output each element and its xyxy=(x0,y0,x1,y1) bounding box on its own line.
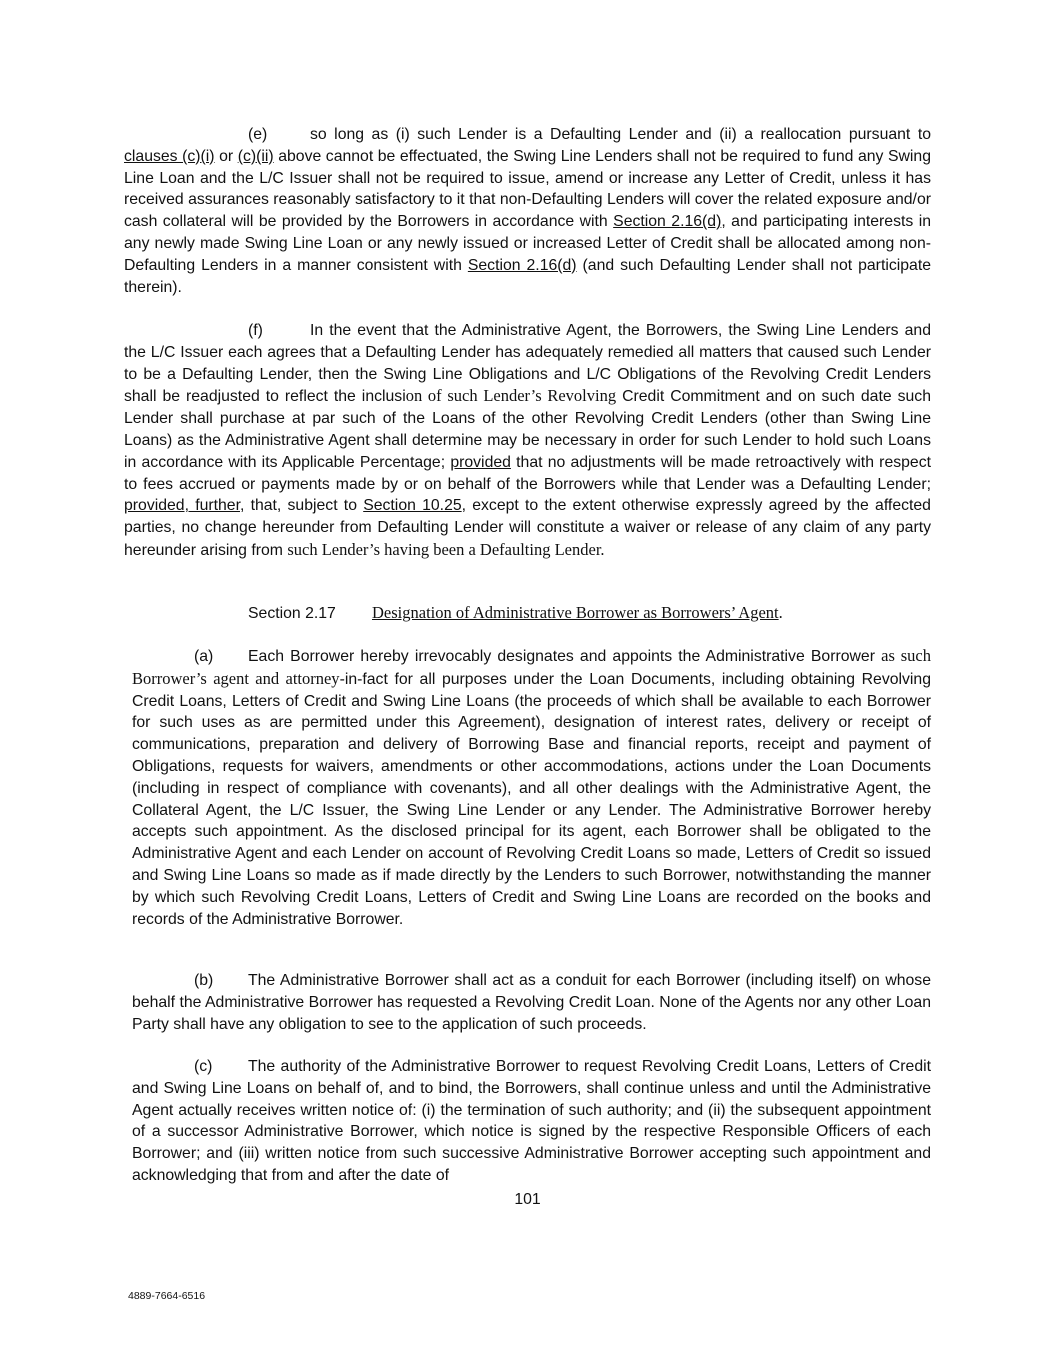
paragraph-c xyxy=(132,1056,931,1187)
section-2-16-d-reference-1: Section 2.16(d) xyxy=(613,213,722,231)
paragraph-e-text-3: above cannot be effectuated, the Swing Line Lenders shall not be required to fund any Swing Line Loan and the L/C Issuer shall not be required to issue, amend or increase any Letter of Credit, unless it has received assurances reasonably satisfactory to it that non-Defaulting Lenders will cover the related exposure and/or cash collateral will be provided by the Borrowers in accordance with xyxy=(124,147,931,231)
section-heading xyxy=(248,602,783,625)
paragraph-b xyxy=(132,970,931,1035)
page-number: 101 xyxy=(514,1191,541,1208)
clauses-c-i-reference: clauses (c)(i) xyxy=(124,147,215,165)
paragraph-f xyxy=(124,320,931,562)
paragraph-f-text-5: , except to the extent otherwise expressly agreed by the affected parties, no change hereunder from Defaulting Lender will constitute a waiver or release of any claim of any party hereunder arising from xyxy=(124,497,931,559)
paragraph-a-serif-text: as such Borrower’s agent and attorney xyxy=(132,646,931,688)
section-2-16-d-reference-2: Section 2.16(d) xyxy=(467,256,577,274)
paragraph-f-text-1: In the event that the Administrative Agent, the Borrowers, the Swing Line Lenders and the L/C Issuer each agrees that a Defaulting Lender has adequately remedied all matters that caused such Lender to be a Defaulting Lender, then the Swing Line Obligations and L/C Obligations of the Revolving Credit Lenders shall be readjusted to reflect the inclusi xyxy=(124,322,931,406)
section-10-25-reference: Section 10.25 xyxy=(363,497,462,515)
paragraph-a xyxy=(132,645,931,930)
paragraph-e-text-1: so long as (i) such Lender is a Defaulting Lender and (ii) a reallocation pursuant to xyxy=(310,126,931,143)
paragraph-e-text-5: (and such Defaulting Lender shall not participate therein). xyxy=(124,256,931,296)
paragraph-f-text-3: that no adjustments will be made retroactively with respect to fees accrued or payments made by or on behalf of the Borrowers while that Lender was a Defaulting Lender; xyxy=(124,453,931,493)
paragraph-b-text: The Administrative Borrower shall act as a conduit for each Borrower (including itself) on whose behalf the Administrative Borrower has requested a Revolving Credit Loan. None of the Agents nor any other Loan Party shall have any obligation to see to the application of such proceeds. xyxy=(132,972,931,1033)
paragraph-f-serif-text-2: such Lender’s having been a Defaulting Lender. xyxy=(287,539,605,559)
paragraph-e-text-2: or xyxy=(214,147,238,165)
paragraph-e xyxy=(124,124,931,298)
paragraph-f-label: (f) xyxy=(248,322,263,339)
paragraph-c-text: The authority of the Administrative Borrower to request Revolving Credit Loans, Letters of Credit and Swing Line Loans on behalf of, and to bind, the Borrowers, shall continue unless and until the Administrative Agent actually receives written notice of: (i) the termination of such authority; and (ii) the subsequent appointment of a successor Administrative Borrower, which notice is signed by the respective Responsible Officers of each Borrower; and (iii) written notice from such successive Administrative Borrower accepting such appointment and acknowledging that from and after the date of xyxy=(132,1058,931,1184)
paragraph-f-serif-text-1: on of such Lender’s Revolving xyxy=(405,386,617,406)
paragraph-e-text-4: , and participating interests in any newly made Swing Line Loan or any newly issued or increased Letter of Credit shall be allocated among non-Defaulting Lenders in a manner consistent with xyxy=(124,213,931,274)
paragraph-f-text-2: Credit Commitment and on such date such Lender shall purchase at par such of the Loans of the other Revolving Credit Lenders (other than Swing Line Loans) as the Administrative Agent shall determine may be necessary in order for such Lender to hold such Loans in accordance with its Applicable Percentage; xyxy=(124,388,931,471)
paragraph-e-label: (e) xyxy=(248,126,268,143)
document-id: 4889-7664-6516 xyxy=(128,1290,206,1302)
section-title-period: . xyxy=(778,603,783,622)
provided-term: provided xyxy=(450,453,511,471)
section-title: Designation of Administrative Borrower as Borrowers’ Agent xyxy=(372,603,779,622)
paragraph-a-label: (a) xyxy=(194,648,214,665)
paragraph-a-text-1: Each Borrower hereby irrevocably designates and appoints the Administrative Borrower xyxy=(248,648,882,665)
paragraph-c-label: (c) xyxy=(194,1058,213,1075)
provided-further-term: provided, further xyxy=(124,497,240,515)
paragraph-a-text-2: -in-fact for all purposes under the Loan Documents, including obtaining Revolving Credit Loans, Letters of Credit and Swing Line Loans (the proceeds of which shall be available to each Borrower for such uses as are permitted under this Agreement), designation of interest rates, delivery or receipt of communications, preparation and delivery of Borrowing Base and financial reports, receipt and payment of Obligations, requests for waivers, amendments or other accommodations, actions under the Loan Documents (including in respect of compliance with covenants), and all other dealings with the Administrative Agent, the Collateral Agent, the L/C Issuer, the Swing Line Lender or any Lender. The Administrative Borrower hereby accepts such appointment. As the disclosed principal for its agent, each Borrower shall be obligated to the Administrative Agent and each Lender on account of Revolving Credit Loans so made, Letters of Credit so issued and Swing Line Loans so made as if made directly by the Lenders to such Borrower, notwithstanding the manner by which such Revolving Credit Loans, Letters of Credit and Swing Line Loans are recorded on the books and records of the Administrative Borrower. xyxy=(132,670,931,928)
section-number: Section 2.17 xyxy=(248,605,336,622)
paragraph-b-label: (b) xyxy=(194,972,214,989)
clause-c-ii-reference: (c)(ii) xyxy=(237,147,274,165)
paragraph-f-text-4: , that, subject to xyxy=(239,497,364,515)
